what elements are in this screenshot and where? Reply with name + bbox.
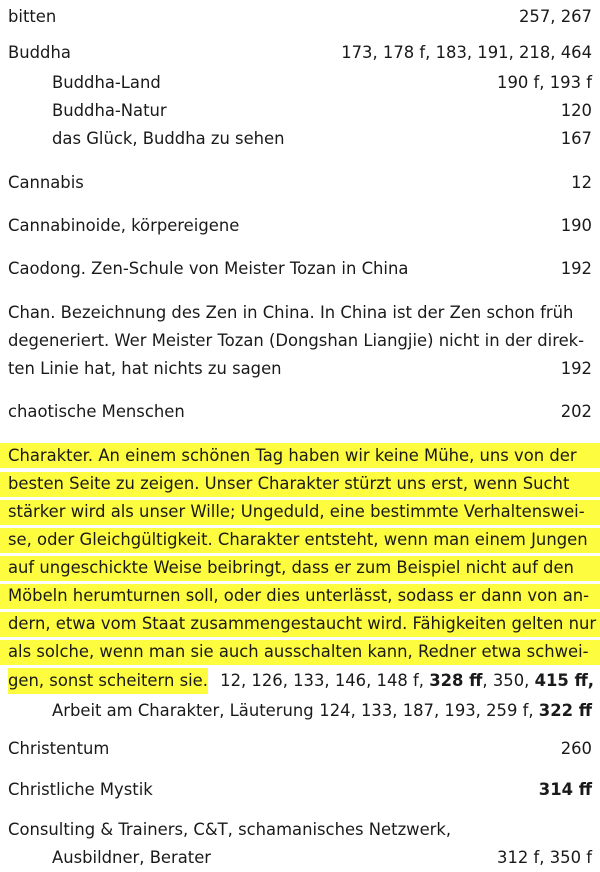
index-pages: 173, 178 f, 183, 191, 218, 464 — [341, 43, 592, 62]
index-term: bitten — [8, 7, 57, 26]
index-pages: 190 f, 193 f — [497, 73, 592, 92]
index-term: Christliche Mystik — [8, 780, 153, 799]
index-entry-line: auf ungeschickte Weise beibringt, dass er zum Beispiel nicht auf den — [8, 558, 574, 577]
index-entry-line: degeneriert. Wer Meister Tozan (Dongshan Liangjie) nicht in der direk- — [8, 331, 585, 350]
index-pages: 314 ff — [538, 780, 592, 799]
index-entry-line: stärker wird als unser Wille; Ungeduld, eine bestimmte Verhaltenswei- — [8, 502, 585, 521]
index-pages: 120 — [560, 101, 592, 120]
index-pages: 167 — [560, 129, 592, 148]
index-entry-line: als solche, wenn man sie auch ausschalten kann, Redner etwa schwei- — [8, 642, 589, 661]
index-pages: 124, 133, 187, 193, 259 f, 322 ff — [319, 701, 592, 720]
index-entry-line: Möbeln herumturnen soll, oder dies unterlässt, sodass er dann von an- — [8, 586, 590, 605]
index-pages: 192 — [560, 259, 592, 278]
index-subterm: Buddha-Land — [52, 73, 161, 92]
index-pages: 12, 126, 133, 146, 148 f, 328 ff, 350, 415 ff, — [220, 671, 594, 690]
index-entry-line: dern, etwa vom Staat zusammengestaucht wird. Fähigkeiten gelten nur — [8, 614, 597, 633]
index-pages: 202 — [560, 402, 592, 421]
index-pages: 190 — [560, 216, 592, 235]
index-term: Buddha — [8, 43, 71, 62]
index-pages: 12 — [571, 173, 592, 192]
index-entry-line: besten Seite zu zeigen. Unser Charakter stürzt uns erst, wenn Sucht — [8, 474, 570, 493]
index-entry-line: ten Linie hat, hat nichts zu sagen — [8, 359, 282, 378]
index-pages: 192 — [560, 359, 592, 378]
index-subterm: Buddha-Natur — [52, 101, 167, 120]
index-entry-line: Chan. Bezeichnung des Zen in China. In China ist der Zen schon früh — [8, 303, 574, 322]
index-pages: 260 — [560, 739, 592, 758]
index-subterm: Arbeit am Charakter, Läuterung — [52, 701, 314, 720]
index-subterm: Ausbildner, Berater — [52, 848, 212, 867]
index-subterm: das Glück, Buddha zu sehen — [52, 129, 285, 148]
index-pages: 312 f, 350 f — [497, 848, 592, 867]
index-term: Christentum — [8, 739, 110, 758]
index-term: Caodong. Zen-Schule von Meister Tozan in China — [8, 259, 409, 278]
index-entry-line: se, oder Gleichgültigkeit. Charakter entsteht, wenn man einem Jungen — [8, 530, 588, 549]
index-term: Cannabis — [8, 173, 84, 192]
index-entry-line: Charakter. An einem schönen Tag haben wir keine Mühe, uns von der — [8, 446, 577, 465]
index-term: Consulting & Trainers, C&T, schamanisches Netzwerk, — [8, 820, 452, 839]
index-term: chaotische Menschen — [8, 402, 185, 421]
index-entry-line: gen, sonst scheitern sie. — [8, 668, 208, 694]
index-term: Cannabinoide, körpereigene — [8, 216, 240, 235]
index-pages: 257, 267 — [519, 7, 592, 26]
